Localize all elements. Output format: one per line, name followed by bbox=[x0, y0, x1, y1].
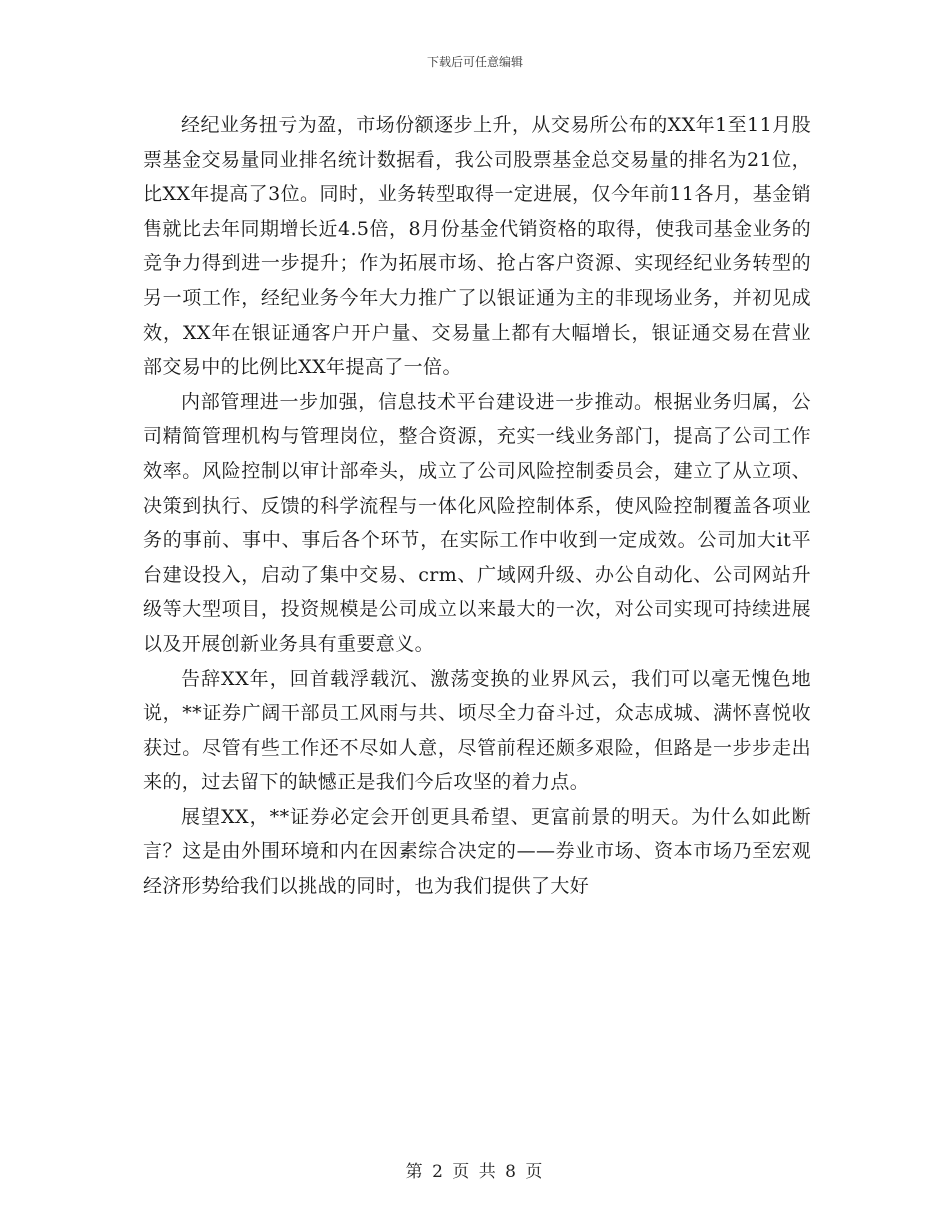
paragraph-outlook: 展望XX，**证券必定会开创更具希望、更富前景的明天。为什么如此断言？这是由外围环境和内在因素综合决定的——券业市场、资本市场乃至宏观经济形势给我们以挑战的同时，也为我们提供了大好 bbox=[143, 805, 811, 898]
document-body bbox=[143, 108, 811, 904]
paragraph-brokerage: 经纪业务扭亏为盈，市场份额逐步上升，从交易所公布的XX年1至11月股票基金交易量同业排名统计数据看，我公司股票基金总交易量的排名为21位，比XX年提高了3位。同时，业务转型取得一定进展，仅今年前11各月，基金销售就比去年同期增长近4.5倍，8月份基金代销资格的取得，使我司基金业务的竞争力得到进一步提升；作为拓展市场、抢占客户资源、实现经纪业务转型的另一项工作，经纪业务今年大力推广了以银证通为主的非现场业务，并初见成效，XX年在银证通客户开户量、交易量上都有大幅增长，银证通交易在营业部交易中的比例比XX年提高了一倍。 bbox=[143, 114, 811, 379]
page-header: 下载后可任意编辑 bbox=[426, 55, 523, 69]
page-number-footer: 第 2 页 共 8 页 bbox=[405, 1162, 545, 1182]
paragraph-internal-management: 内部管理进一步加强，信息技术平台建设进一步推动。根据业务归属，公司精简管理机构与管理岗位，整合资源，充实一线业务部门，提高了公司工作效率。风险控制以审计部牵头，成立了公司风险控制委员会，建立了从立项、决策到执行、反馈的科学流程与一体化风险控制体系，使风险控制覆盖各项业务的事前、事中、事后各个环节，在实际工作中收到一定成效。公司加大it平台建设投入，启动了集中交易、crm、广域网升级、办公自动化、公司网站升级等大型项目，投资规模是公司成立以来最大的一次，对公司实现可持续进展以及开展创新业务具有重要意义。 bbox=[143, 390, 811, 655]
paragraph-farewell: 告辞XX年，回首载浮载沉、激荡变换的业界风云，我们可以毫无愧色地说，**证券广阔干部员工风雨与共、顷尽全力奋斗过，众志成城、满怀喜悦收获过。尽管有些工作还不尽如人意，尽管前程还颇多艰险，但路是一步步走出来的，过去留下的缺憾正是我们今后攻坚的着力点。 bbox=[143, 667, 811, 794]
